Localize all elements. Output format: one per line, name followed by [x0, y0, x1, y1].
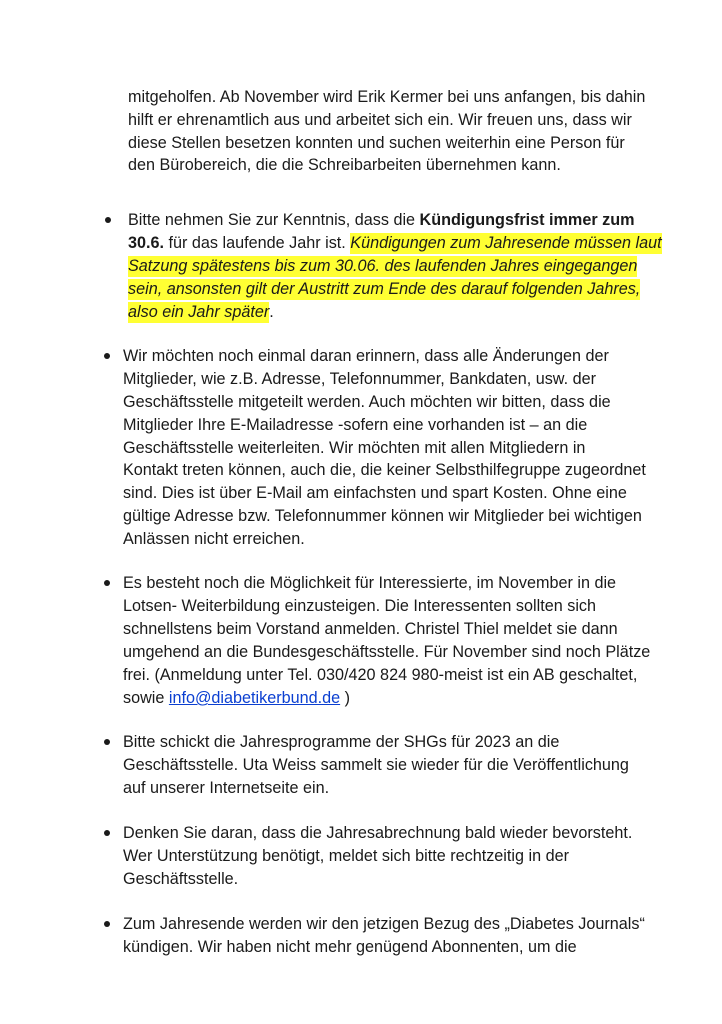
- bullet-icon: [104, 921, 110, 927]
- email-link[interactable]: info@diabetikerbund.de: [168, 689, 341, 707]
- text-line: [128, 232, 662, 254]
- text-line: Geschäftsstelle mitgeteilt werden. Auch möchten wir bitten, dass die: [123, 393, 611, 411]
- text-line: schnellstens beim Vorstand anmelden. Christel Thiel meldet sie dann: [123, 620, 618, 638]
- bullet-icon: [104, 830, 110, 836]
- text-line: umgehend an die Bundesgeschäftsstelle. Für November sind noch Plätze: [123, 643, 651, 661]
- text-line: Geschäftsstelle. Uta Weiss sammelt sie wieder für die Veröffentlichung: [123, 756, 629, 774]
- highlighted-text: also ein Jahr später: [128, 303, 270, 321]
- text-segment: für das laufende Jahr ist.: [164, 234, 351, 252]
- text-line: auf unserer Internetseite ein.: [123, 779, 330, 797]
- text-line: Anlässen nicht erreichen.: [123, 530, 305, 548]
- text-line: gültige Adresse bzw. Telefonnummer können wir Mitglieder bei wichtigen: [123, 507, 642, 525]
- text-line: Mitglieder, wie z.B. Adresse, Telefonnummer, Bankdaten, usw. der: [123, 370, 596, 388]
- text-segment: sowie: [123, 689, 169, 707]
- text-line: Geschäftsstelle.: [123, 870, 239, 888]
- bold-text: 30.6.: [128, 234, 165, 252]
- text-line: frei. (Anmeldung unter Tel. 030/420 824 980-meist ist ein AB geschaltet,: [123, 666, 638, 684]
- bullet-icon: [105, 217, 111, 223]
- text-line: [128, 278, 640, 300]
- text-line: Bitte schickt die Jahresprogramme der SHGs für 2023 an die: [123, 733, 560, 751]
- text-segment: Bitte nehmen Sie zur Kenntnis, dass die: [128, 211, 420, 229]
- text-line: den Bürobereich, die die Schreibarbeiten übernehmen kann.: [128, 156, 561, 174]
- text-line: Es besteht noch die Möglichkeit für Interessierte, im November in die: [123, 574, 617, 592]
- text-line: diese Stellen besetzen konnten und suchen weiterhin eine Person für: [128, 134, 625, 152]
- text-line: [123, 687, 350, 709]
- highlighted-text: Satzung spätestens bis zum 30.06. des laufenden Jahres eingegangen: [128, 257, 638, 275]
- text-line: sind. Dies ist über E-Mail am einfachsten und spart Kosten. Ohne eine: [123, 484, 627, 502]
- highlighted-text: sein, ansonsten gilt der Austritt zum Ende des darauf folgenden Jahres,: [128, 280, 641, 298]
- text-segment: .: [269, 303, 274, 321]
- text-line: [128, 301, 274, 323]
- bullet-icon: [104, 580, 110, 586]
- text-line: Zum Jahresende werden wir den jetzigen Bezug des „Diabetes Journals“: [123, 915, 645, 933]
- text-line: Wer Unterstützung benötigt, meldet sich bitte rechtzeitig in der: [123, 847, 569, 865]
- text-line: [128, 255, 637, 277]
- text-line: Geschäftsstelle weiterleiten. Wir möchten mit allen Mitgliedern in: [123, 439, 586, 457]
- bold-text: Kündigungsfrist immer zum: [419, 211, 635, 229]
- text-segment: ): [340, 689, 351, 707]
- text-line: mitgeholfen. Ab November wird Erik Kermer bei uns anfangen, bis dahin: [128, 88, 646, 106]
- text-line: Lotsen- Weiterbildung einzusteigen. Die Interessenten sollten sich: [123, 597, 597, 615]
- text-line: Mitglieder Ihre E-Mailadresse -sofern eine vorhanden ist – an die: [123, 416, 588, 434]
- text-line: hilft er ehrenamtlich aus und arbeitet sich ein. Wir freuen uns, dass wir: [128, 111, 632, 129]
- highlighted-text: Kündigungen zum Jahresende müssen laut: [350, 234, 662, 252]
- text-line: Kontakt treten können, auch die, die keiner Selbsthilfegruppe zugeordnet: [123, 461, 646, 479]
- bullet-icon: [104, 739, 110, 745]
- text-line: [128, 209, 635, 231]
- text-line: kündigen. Wir haben nicht mehr genügend Abonnenten, um die: [123, 938, 577, 956]
- text-line: Denken Sie daran, dass die Jahresabrechnung bald wieder bevorsteht.: [123, 824, 633, 842]
- text-line: Wir möchten noch einmal daran erinnern, dass alle Änderungen der: [123, 347, 609, 365]
- bullet-icon: [104, 353, 110, 359]
